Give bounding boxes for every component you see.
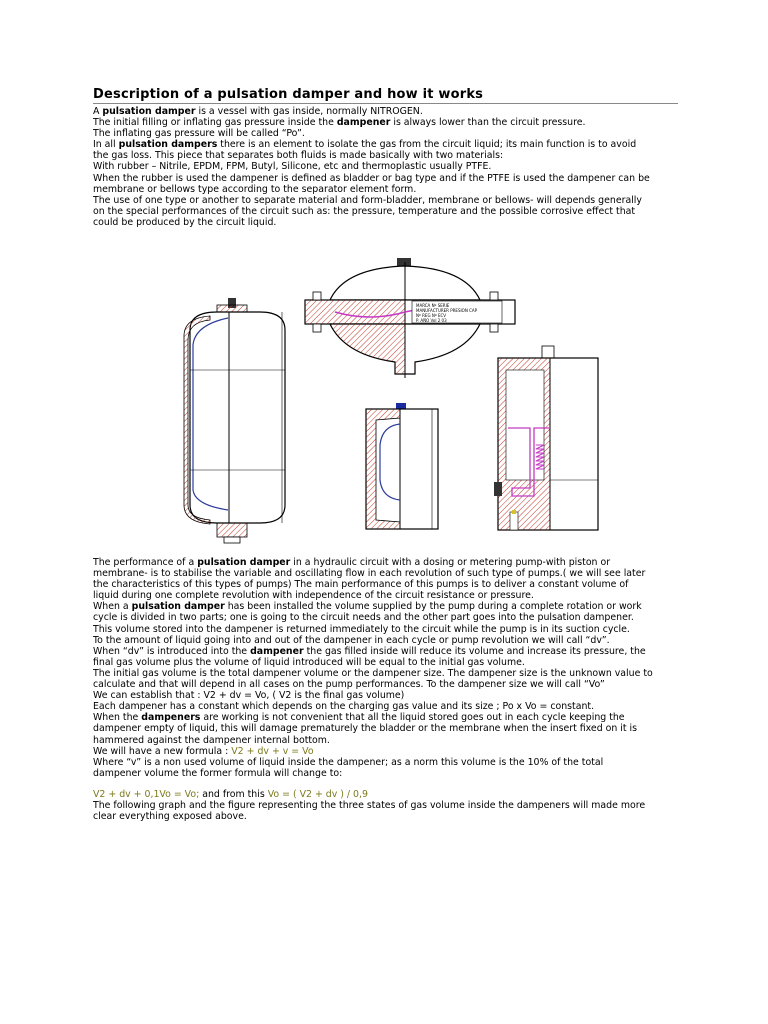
membrane-dampener-drawing <box>305 258 515 378</box>
text-run: We will have a new formula : <box>93 745 232 757</box>
formula-text: V2 + dv + 0,1Vo = Vo; <box>93 788 200 800</box>
plate-line-3: Nº REG Nº ECV <box>416 313 447 318</box>
compact-dampener-drawing <box>366 403 438 529</box>
text-run: When “dv” is introduced into the <box>93 645 251 657</box>
text-run: calculate and that will depend in all cases on the pump performances. To the dampener size we will call “Vo” <box>93 679 605 691</box>
text-run: Each dampener has a constant which depends on the charging gas value and its size ; Po x Vo = constant. <box>93 701 595 713</box>
text-run: has been installed the volume supplied by the pump during a complete rotation or work <box>224 601 642 613</box>
text-run: liquid during one complete revolution with independence of the circuit resistance or pressure. <box>93 590 534 602</box>
text-run: is always lower than the circuit pressure. <box>390 117 586 129</box>
bold-term: pulsation damper <box>102 106 196 117</box>
bladder-dampener-drawing <box>184 298 285 543</box>
text-run: To the amount of liquid going into and out of the dampener in each cycle or pump revolution we will call “dv”. <box>93 634 610 646</box>
formula-text: V2 + dv + v = Vo <box>231 745 314 757</box>
text-run: The performance of a <box>93 557 198 568</box>
text-run: the gas filled inside will reduce its volume and increase its pressure, the <box>303 645 646 657</box>
text-run: The use of one type or another to separate material and form-bladder, membrane or bellows- will depends generally <box>93 194 642 206</box>
text-run: hammered against the dampener internal bottom. <box>93 734 330 746</box>
text-run: We can establish that : V2 + dv = Vo, ( V2 is the final gas volume) <box>93 690 405 702</box>
bold-term: dampeners <box>141 712 201 724</box>
plate-line-4: P. AÑO Vol 2 03 <box>416 318 447 323</box>
text-run: in a hydraulic circuit with a dosing or metering pump-with piston or <box>290 557 611 568</box>
text-run: are working is not convenient that all the liquid stored goes out in each cycle keeping the <box>200 712 625 724</box>
text-run: The inflating gas pressure will be called “Po”. <box>93 128 305 140</box>
text-run: and from this <box>199 788 268 800</box>
text-run: The following graph and the figure representing the three states of gas volume inside the dampeners will made more <box>93 799 646 811</box>
text-run: Where “v” is a non used volume of liquid inside the dampener; as a norm this volume is the 10% of the total <box>93 756 604 768</box>
text-run: The initial gas volume is the total dampener volume or the dampener size. The dampener size is the unknown value to <box>93 667 653 679</box>
bold-term: pulsation damper <box>197 557 291 568</box>
text-run: could be produced by the circuit liquid. <box>93 216 277 228</box>
text-run: When a <box>93 601 132 613</box>
text-run: final gas volume plus the volume of liquid introduced will be equal to the initial gas volume. <box>93 656 525 668</box>
text-run: cycle is divided in two parts; one is going to the circuit needs and the other part goes into the pulsation dampener. <box>93 612 634 624</box>
text-run: A <box>93 106 103 117</box>
page-title: Description of a pulsation damper and how it works <box>93 87 484 102</box>
bold-term: pulsation damper <box>131 601 225 613</box>
text-run: dampener volume the former formula will change to: <box>93 767 343 779</box>
plate-line-1: MARCA Nº SERIE <box>416 303 450 308</box>
text-run: The initial filling or inflating gas pressure inside the <box>93 117 337 129</box>
text-run: is a vessel with gas inside, normally NITROGEN. <box>195 106 423 117</box>
text-run: clear everything exposed above. <box>93 811 247 823</box>
bold-term: pulsation dampers <box>118 139 218 151</box>
formula-text: Vo = ( V2 + dv ) / 0,9 <box>267 788 368 800</box>
text-run: With rubber – Nitrile, EPDM, FPM, Butyl, Silicone, etc and thermoplastic usually PTFE. <box>93 161 492 173</box>
text-run: on the special performances of the circuit such as: the pressure, temperature and the possible corrosive effect that <box>93 205 636 217</box>
bold-term: dampener <box>336 117 391 129</box>
text-run: In all <box>93 139 119 151</box>
bold-term: dampener <box>250 645 304 657</box>
text-run: membrane or bellows type according to the separator element form. <box>93 183 417 195</box>
text-run: This volume stored into the dampener is returned immediately to the circuit while the pump is in its suction cycle. <box>93 623 630 635</box>
text-run: When the rubber is used the dampener is defined as bladder or bag type and if the PTFE is used the dampener can be <box>93 172 650 184</box>
plate-line-2: MANUFACTURER PRESION CAP <box>416 308 478 313</box>
text-run: membrane- is to stabilise the variable and oscillating flow in each revolution of such type of pumps.( we will see later <box>93 568 646 580</box>
bellows-dampener-drawing <box>494 346 598 530</box>
text-run: the gas loss. This piece that separates both fluids is made basically with two materials: <box>93 150 504 162</box>
text-run: there is an element to isolate the gas from the circuit liquid; its main function is to avoid <box>217 139 637 151</box>
text-run: When the <box>93 712 142 724</box>
text-run: the characteristics of this types of pumps) The main performance of this pumps is to deliver a constant volume of <box>93 579 629 591</box>
text-run: dampener empty of liquid, this will damage prematurely the bladder or the membrane when the insert fixed on it is <box>93 723 638 735</box>
